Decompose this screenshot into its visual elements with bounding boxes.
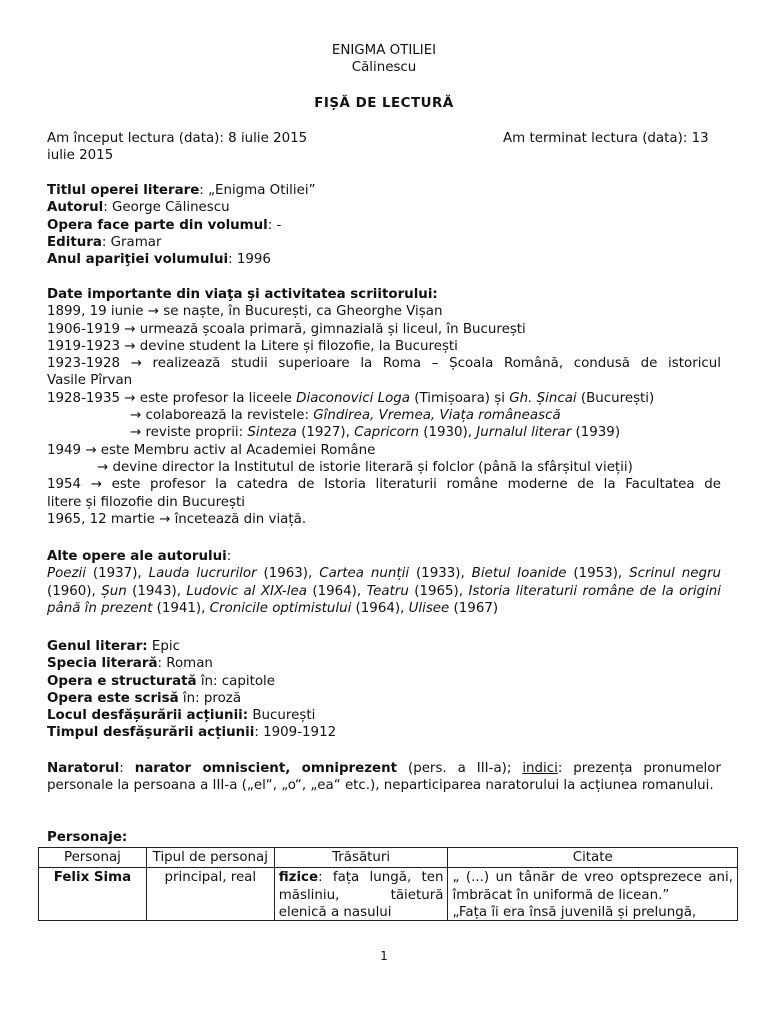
genre-line: Genul literar: Epic bbox=[47, 639, 180, 654]
genre-info bbox=[47, 638, 721, 742]
end-date: iulie 2015 bbox=[47, 148, 114, 164]
biography bbox=[47, 286, 721, 528]
work-info bbox=[47, 182, 721, 268]
info-year: Anul apariţiei volumului: 1996 bbox=[47, 252, 271, 268]
bio-line: → devine director la Institutul de istorie literară și folclor (până la sfârșitul vieții) bbox=[97, 459, 633, 475]
genre-line: Opera este scrisă în: proză bbox=[47, 690, 242, 706]
characters-heading: Personaje: bbox=[47, 830, 128, 845]
bio-line: Vasile Pîrvan bbox=[47, 373, 133, 389]
character-traits: fizice: fața lungă, ten măsliniu, tăietură elenică a nasului bbox=[274, 868, 448, 921]
column-header: Tipul de personaj bbox=[146, 848, 274, 868]
info-author: Autorul: George Călinescu bbox=[47, 200, 230, 216]
bio-line: 1919-1923 → devine student la Litere și filozofie, la București bbox=[47, 338, 458, 354]
character-quotes: „ (...) un tânăr de vreo optsprezece ani, îmbrăcat în uniformă de licean.” „Fața îi era însă juvenilă și prelungă, bbox=[448, 868, 738, 921]
info-volume: Opera face parte din volumul: - bbox=[47, 217, 282, 233]
author-name: Călinescu bbox=[351, 60, 417, 75]
sheet-title: FIȘĂ DE LECTURĂ bbox=[314, 96, 454, 111]
genre-line: Specia literară: Roman bbox=[47, 656, 213, 672]
narrator-info: Naratorul: narator omniscient, omniprezent (pers. a III-a); indici: prezența pronumelor personale la persoana a III-a („el“, „o“, „ea“ etc.), neparticiparea naratorului la acțiunea romanului. bbox=[47, 761, 721, 794]
works-heading: Alte opere ale autorului bbox=[47, 549, 227, 564]
end-label: Am terminat lectura (data): 13 bbox=[503, 131, 709, 146]
info-title: Titlul operei literare: „Enigma Otiliei” bbox=[47, 183, 316, 198]
column-header: Citate bbox=[448, 848, 738, 868]
novel-title: ENIGMA OTILIEI bbox=[331, 43, 437, 58]
start-label: Am început lectura (data): bbox=[47, 131, 229, 146]
works-list: Poezii (1937), Lauda lucrurilor (1963), Cartea nunții (1933), Bietul Ioanide (1953), Scrinul negru (1960), Șun (1943), Ludovic al XIX-lea (1964), Teatru (1965), Istoria literaturii române de la origini până în prezent (1941), Cronicile optimistului (1964), Ulisee (1967) bbox=[47, 566, 722, 616]
column-header: Trăsături bbox=[274, 848, 448, 868]
character-name: Felix Sima bbox=[39, 868, 147, 921]
page-number: 1 bbox=[380, 949, 388, 963]
bio-line: 1906-1919 → urmează școala primară, gimnazială și liceul, în București bbox=[47, 321, 526, 337]
genre-line: Timpul desfășurării acțiunii: 1909-1912 bbox=[47, 725, 337, 741]
document-header bbox=[47, 42, 721, 76]
bio-line: 1923-1928 → realizează studii superioare la Roma – Școala Română, condusă de istoricul bbox=[47, 356, 721, 372]
genre-line: Opera e structurată în: capitole bbox=[47, 673, 275, 689]
characters-table bbox=[38, 847, 738, 921]
genre-line: Locul desfășurării acțiunii: București bbox=[47, 708, 316, 724]
info-publisher: Editura: Gramar bbox=[47, 234, 162, 250]
bio-line: 1949 → este Membru activ al Academiei Române bbox=[47, 442, 376, 458]
bio-line: 1899, 19 iunie → se naște, în București, ca Gheorghe Vișan bbox=[47, 304, 443, 320]
bio-line: 1928-1935 → este profesor la liceele Diaconovici Loga (Timișoara) și Gh. Șincai (București) bbox=[47, 390, 655, 406]
bio-heading: Date importante din viaţa şi activitatea scriitorului: bbox=[47, 287, 438, 302]
bio-line: → colaborează la revistele: Gîndirea, Vremea, Viața românească bbox=[130, 408, 561, 424]
table-header-row bbox=[39, 848, 738, 868]
table-row bbox=[39, 868, 738, 921]
bio-line: litere și filozofie din București bbox=[47, 494, 245, 510]
start-date: 8 iulie 2015 bbox=[228, 131, 308, 146]
bio-line: 1965, 12 martie → încetează din viață. bbox=[47, 511, 307, 527]
reading-dates bbox=[47, 130, 721, 165]
bio-line: 1954 → este profesor la catedra de Istoria literaturii române moderne de la Facultatea de bbox=[47, 477, 721, 493]
character-type: principal, real bbox=[146, 868, 274, 921]
column-header: Personaj bbox=[39, 848, 147, 868]
bio-line: → reviste proprii: Sinteza (1927), Capricorn (1930), Jurnalul literar (1939) bbox=[130, 425, 621, 441]
other-works: Alte opere ale autorului: Poezii (1937), Lauda lucrurilor (1963), Cartea nunții (1933), Bietul Ioanide (1953), Scrinul negru (1960), Șun (1943), Ludovic al XIX-lea (1964), Teatru (1965), Istoria literaturii române de la origini până în prezent (1941), Cronicile optimistului (1964), Ulisee (1967) bbox=[47, 549, 722, 616]
